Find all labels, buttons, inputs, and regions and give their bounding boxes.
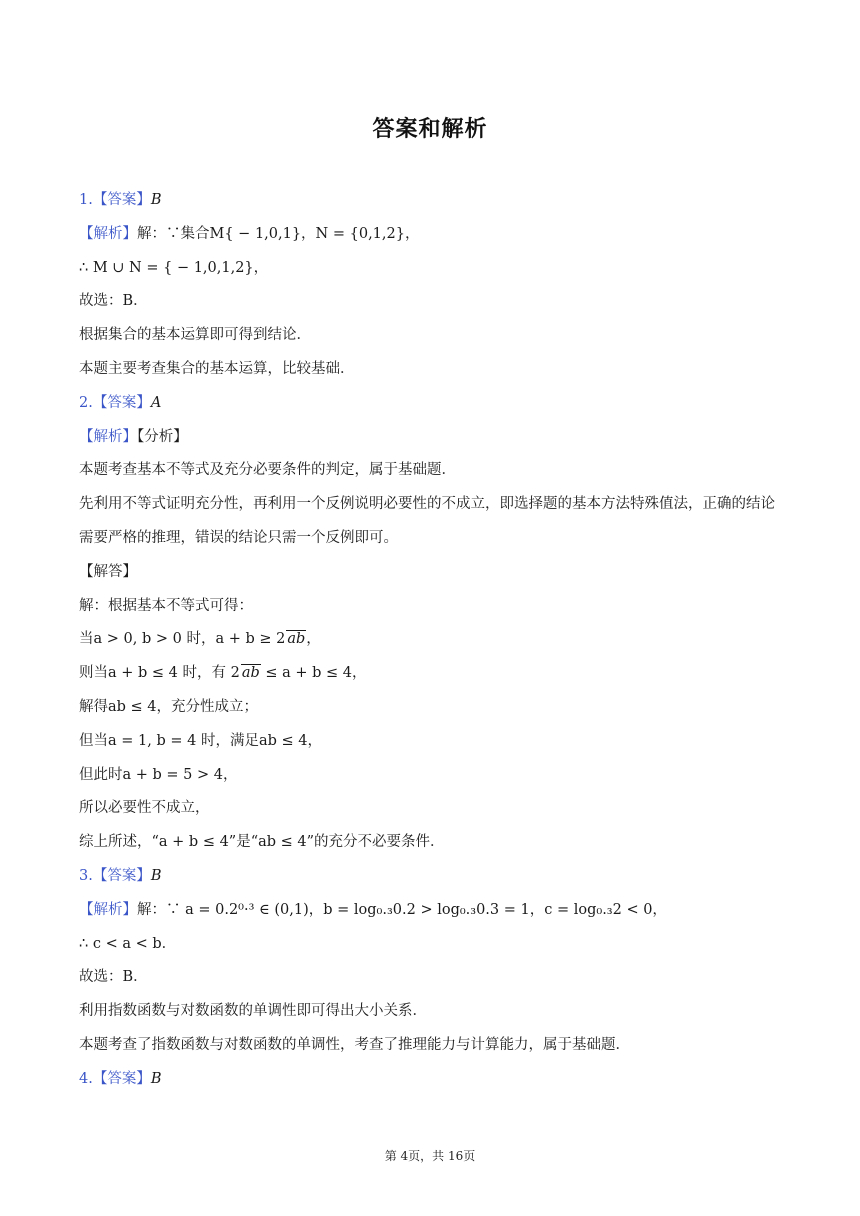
line-text: 当a > 0, b > 0 时，a + b ≥ 2 (79, 631, 286, 648)
answer-line-20 (79, 860, 779, 894)
line-text: 本题主要考查集合的基本运算，比较基础． (79, 360, 355, 377)
question-number: 3. (79, 867, 93, 884)
line-text: 先利用不等式证明充分性，再利用一个反例说明必要性的不成立，即选择题的基本方法特殊值法，正确的结论需要严格的推理，错误的结论只需一个反例即可。 (79, 496, 775, 546)
answer-line-13 (79, 623, 779, 657)
answer-line-8 (79, 421, 779, 455)
answer-line-15 (79, 691, 779, 725)
answer-value: A (150, 394, 162, 411)
answer-line-14 (79, 657, 779, 691)
line-text: 故选：B． (79, 293, 148, 310)
analysis-tag: 【解析】 (79, 225, 137, 242)
answer-tag: 【答案】 (92, 867, 151, 884)
analysis-tag: 【解析】 (79, 901, 137, 918)
answer-value: B (150, 192, 162, 208)
sqrt-term: ab (241, 665, 260, 682)
line-text: 但当a = 1, b = 4 时，满足ab ≤ 4， (79, 732, 322, 749)
answer-tag: 【答案】 (92, 1070, 151, 1087)
line-text: 根据集合的基本运算即可得到结论． (79, 327, 311, 344)
line-text: ∴ c < a < b． (79, 935, 177, 952)
page-footer: 第 4页，共 16页 (384, 1149, 476, 1163)
line-text: 综上所述，“a + b ≤ 4”是“ab ≤ 4”的充分不必要条件． (79, 834, 445, 851)
answer-line-4 (79, 285, 779, 319)
question-number: 4. (79, 1070, 93, 1087)
answer-line-26 (79, 1063, 779, 1097)
answer-tag: 【答案】 (92, 394, 151, 411)
line-text: 【分析】 (137, 428, 188, 445)
page-title: 答案和解析 (372, 117, 488, 142)
line-text: 所以必要性不成立， (79, 800, 210, 817)
answer-line-11 (79, 556, 779, 590)
answer-line-12 (79, 590, 779, 624)
line-text: 则当a + b ≤ 4 时，有 2 (79, 665, 240, 682)
line-text: ， (306, 631, 321, 648)
answer-line-23 (79, 961, 779, 995)
line-text: 解：根据基本不等式可得： (79, 597, 253, 614)
question-number: 1. (79, 192, 93, 208)
answer-line-17 (79, 759, 779, 793)
line-text: 故选：B． (79, 969, 148, 986)
answer-line-10 (79, 488, 779, 556)
line-text: 解：∵集合M{ − 1,0,1}，N = {0,1,2}， (137, 225, 420, 242)
answer-line-9 (79, 454, 779, 488)
answer-content (79, 184, 779, 1097)
answer-line-24 (79, 995, 779, 1029)
answer-line-7 (79, 387, 779, 421)
analysis-tag: 【解析】 (79, 428, 137, 445)
answer-line-16 (79, 725, 779, 759)
line-text: ∴ M ∪ N = { − 1,0,1,2}， (79, 259, 269, 276)
answer-line-1 (79, 184, 779, 218)
answer-line-2 (79, 218, 779, 252)
answer-line-18 (79, 792, 779, 826)
line-text: 利用指数函数与对数函数的单调性即可得出大小关系． (79, 1003, 427, 1020)
line-text: 但此时a + b = 5 > 4， (79, 766, 238, 783)
line-text: 解得ab ≤ 4，充分性成立； (79, 698, 259, 715)
answer-line-22 (79, 928, 779, 962)
line-text: 本题考查了指数函数与对数函数的单调性，考查了推理能力与计算能力，属于基础题． (79, 1036, 630, 1053)
answer-line-21 (79, 894, 779, 928)
line-text: ≤ a + b ≤ 4， (260, 665, 367, 682)
sqrt-term: ab (287, 631, 306, 648)
line-text: 解：∵ a = 0.2⁰·³ ∈ (0,1)，b = log₀.₃0.2 > log₀.₃0.3 = 1，c = log₀.₃2 < 0， (137, 901, 667, 918)
line-text: 【解答】 (79, 563, 137, 580)
line-text: 本题考查基本不等式及充分必要条件的判定，属于基础题． (79, 462, 456, 479)
answer-value: B (150, 867, 162, 884)
answer-value: B (150, 1070, 162, 1087)
answer-tag: 【答案】 (92, 192, 151, 208)
answer-line-19 (79, 826, 779, 860)
answer-line-5 (79, 319, 779, 353)
answer-line-3 (79, 252, 779, 286)
answer-line-6 (79, 353, 779, 387)
question-number: 2. (79, 394, 93, 411)
answer-line-25 (79, 1029, 779, 1063)
